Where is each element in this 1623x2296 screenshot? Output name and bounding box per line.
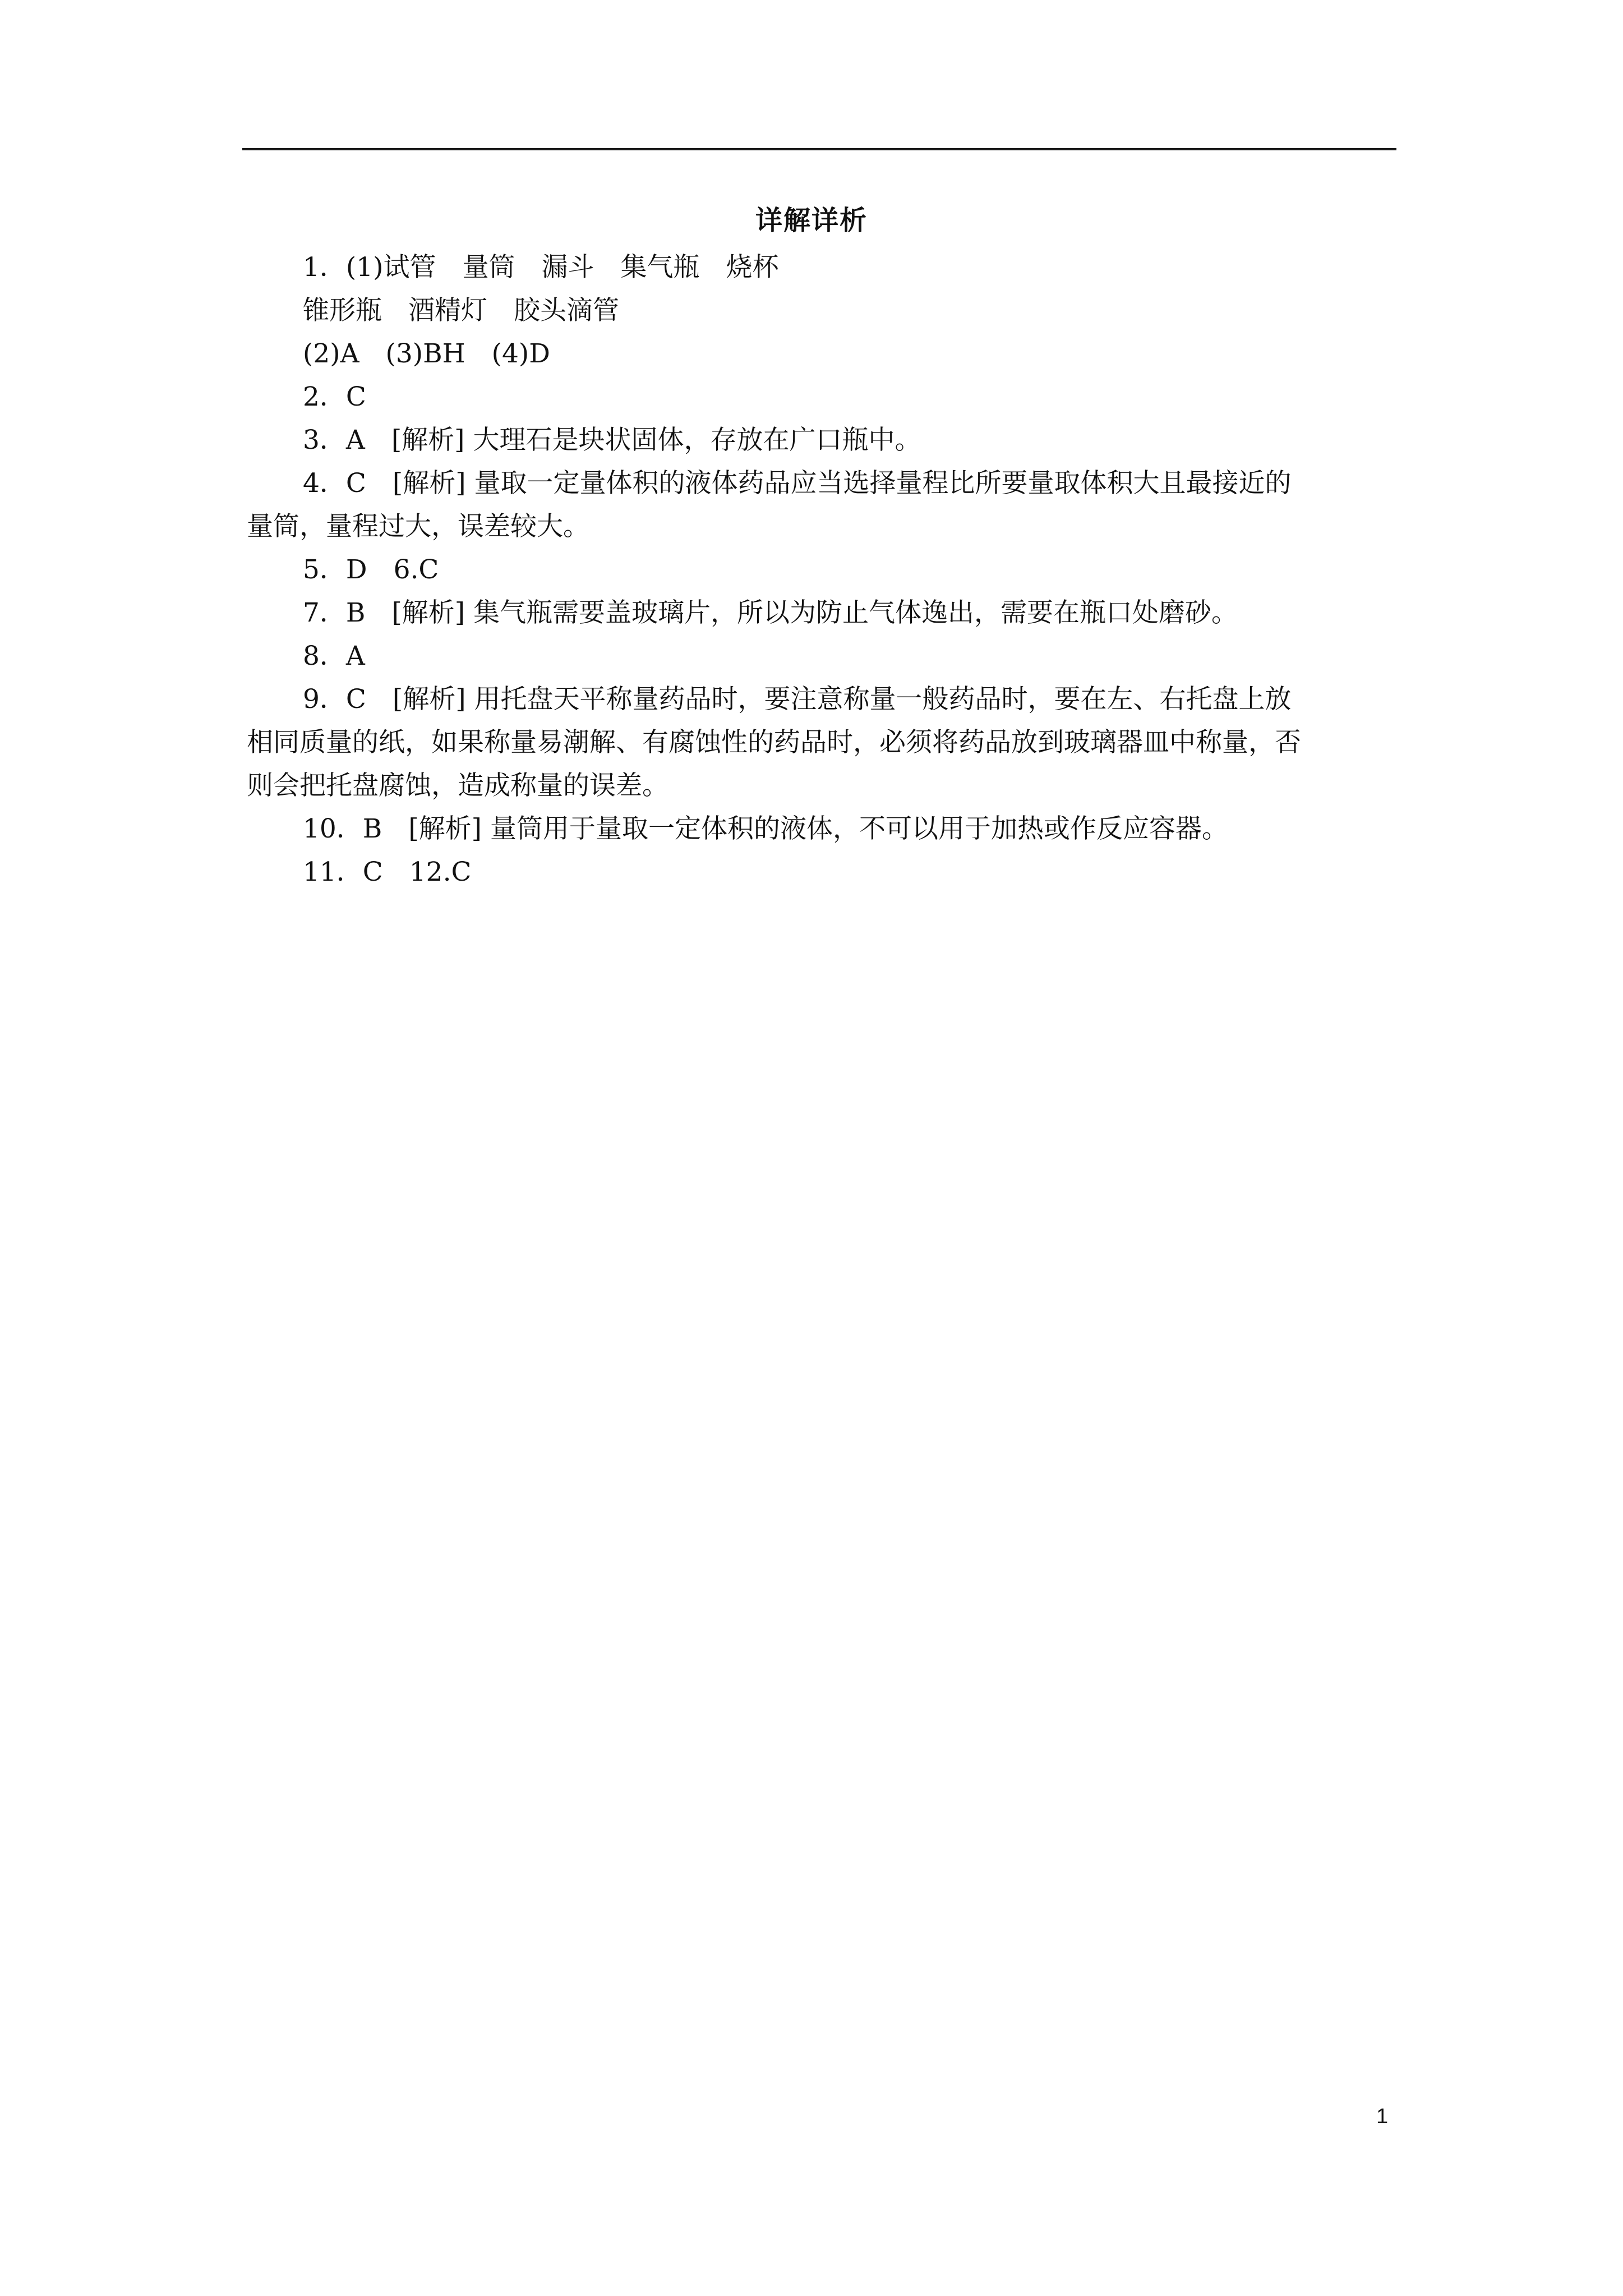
answer-line-2: 2．C	[303, 381, 366, 412]
answer-line-9-cont-1: 相同质量的纸，如果称量易潮解、有腐蚀性的药品时，必须将药品放到玻璃器皿中称量，否	[247, 727, 1301, 758]
answer-line-1: 1．(1)试管 量筒 漏斗 集气瓶 烧杯	[303, 252, 779, 283]
answer-line-5-6: 5．D 6.C	[303, 554, 439, 585]
answer-line-9-cont-2: 则会把托盘腐蚀，造成称量的误差。	[247, 770, 668, 801]
answer-line-10: 10．B [解析] 量筒用于量取一定体积的液体，不可以用于加热或作反应容器。	[303, 813, 1228, 844]
answer-line-1-cont: 锥形瓶 酒精灯 胶头滴管	[303, 295, 619, 326]
answer-line-4: 4．C [解析] 量取一定量体积的液体药品应当选择量程比所要量取体积大且最接近的	[303, 468, 1292, 499]
answer-line-1-parts: (2)A (3)BH (4)D	[303, 338, 550, 369]
page-title: 详解详析	[755, 205, 868, 236]
answer-line-7: 7．B [解析] 集气瓶需要盖玻璃片，所以为防止气体逸出，需要在瓶口处磨砂。	[303, 597, 1238, 628]
answer-line-4-cont: 量筒，量程过大，误差较大。	[247, 511, 589, 542]
answer-line-3: 3．A [解析] 大理石是块状固体，存放在广口瓶中。	[303, 425, 921, 455]
answer-line-11-12: 11．C 12.C	[303, 857, 472, 887]
answer-line-8: 8．A	[303, 641, 365, 671]
page-number: 1	[1376, 2105, 1389, 2128]
answer-line-9: 9．C [解析] 用托盘天平称量药品时，要注意称量一般药品时，要在左、右托盘上放	[303, 684, 1292, 715]
answer-list	[247, 246, 1391, 894]
header-rule	[242, 148, 1396, 150]
